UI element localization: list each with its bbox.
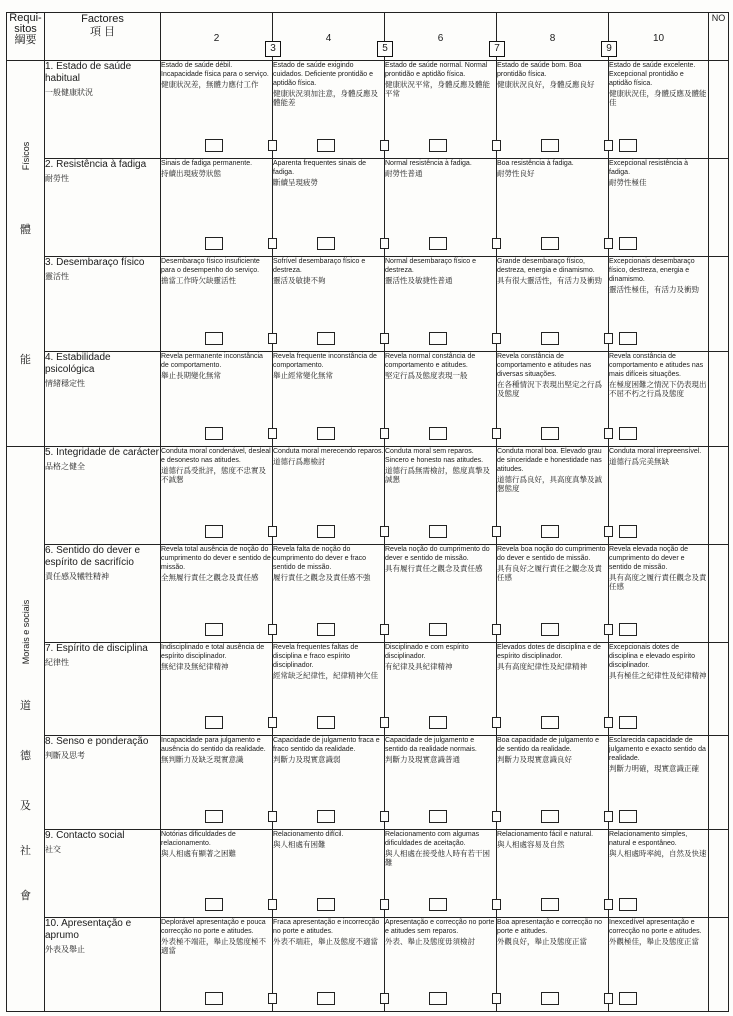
level-description-cn: 舉止長期變化無常 — [161, 370, 221, 380]
level-description-cell — [385, 830, 497, 918]
level-description-cn: 持續出現疲勞狀態 — [161, 168, 221, 178]
level-description-cell — [497, 61, 609, 159]
level-description-pt: Estado de saúde exigindo cuidados. Deficiente prontidão e aptidão física. — [273, 62, 374, 87]
level-description-pt: Conduta moral condenável, desleal e desonesto nas atitudes. — [161, 447, 271, 464]
level-description-cell — [273, 642, 385, 735]
score-checkbox[interactable] — [619, 332, 637, 345]
score-checkbox[interactable] — [317, 427, 335, 440]
level-description-cell — [609, 642, 709, 735]
level-description-cn: 外表不端莊，舉止及態度不適當 — [273, 937, 378, 947]
level-description-cn: 道德行爲良好，具高度真摯及誠懇態度 — [497, 474, 602, 493]
level-description-pt: Revela permanente inconstância de comportamento. — [161, 352, 263, 369]
level-description-cell — [385, 61, 497, 159]
score-checkbox[interactable] — [205, 716, 223, 729]
score-checkbox[interactable] — [619, 525, 637, 538]
score-checkbox[interactable] — [205, 992, 223, 1005]
factor-name-cn: 情緒穩定性 — [45, 378, 85, 388]
level-description-cell — [385, 642, 497, 735]
level-description-pt: Boa apresentação e correcção no porte e atitudes. — [497, 919, 603, 936]
level-description-pt: Conduta moral irrepreensível. — [609, 447, 702, 455]
level-description-cn: 外表、舉止及態度毋須檢討 — [385, 937, 475, 947]
score-checkbox[interactable] — [541, 237, 559, 250]
level-description-cell — [609, 351, 709, 446]
score-checkbox[interactable] — [541, 623, 559, 636]
level-description-cn: 外觀良好，舉止及態度正當 — [497, 937, 587, 947]
level-description-cn: 舉止經常變化無常 — [273, 370, 333, 380]
level-description-pt: Revela noção do cumprimento do dever e sentido de missão. — [385, 545, 490, 562]
level-description-cell — [385, 446, 497, 544]
level-description-cn: 有紀律及具紀律精神 — [385, 661, 453, 671]
level-description-cn: 具有很大靈活性，有活力及衝勁 — [497, 275, 602, 285]
level-description-pt: Sinais de fadiga permanente. — [161, 159, 253, 167]
score-checkbox[interactable] — [205, 237, 223, 250]
column-10-header — [609, 13, 709, 61]
score-checkbox[interactable] — [317, 525, 335, 538]
group-morais-cn-char: 及 — [20, 799, 31, 812]
level-description-cell — [273, 544, 385, 642]
factor-name-cell — [45, 351, 161, 446]
score-checkbox[interactable] — [429, 810, 447, 823]
score-checkbox[interactable] — [205, 623, 223, 636]
score-checkbox[interactable] — [541, 898, 559, 911]
factor-name-cn: 一般健康狀況 — [45, 88, 93, 97]
factor-name-cell — [45, 256, 161, 351]
score-checkbox[interactable] — [541, 992, 559, 1005]
factor-row — [7, 61, 729, 159]
level-description-pt: Revela elevada noção de cumprimento do dever e sentido de missão. — [609, 545, 689, 571]
group-morais-cn-char: 德 — [20, 749, 31, 762]
level-description-pt: Excepcionais desembaraço físico, destreza, energia e dinamismo. — [609, 257, 695, 283]
score-checkbox[interactable] — [619, 237, 637, 250]
level-description-pt: Desembaraço físico insuficiente para o desempenho do serviço. — [161, 257, 260, 274]
level-description-cell — [497, 830, 609, 918]
score-checkbox[interactable] — [429, 427, 447, 440]
factor-name-cn: 紀律性 — [45, 657, 69, 667]
level-description-pt: Indisciplinado e total ausência de espírito disciplinador. — [161, 643, 265, 660]
factor-name-pt: 10. Apresentação e aprumo — [45, 918, 132, 942]
factor-name-cell — [45, 158, 161, 256]
score-checkbox[interactable] — [619, 623, 637, 636]
no-cell[interactable] — [709, 544, 729, 642]
column-9-box: 9 — [601, 41, 617, 57]
level-description-cell — [161, 544, 273, 642]
factor-name-pt: 1. Estado de saúde habitual — [45, 61, 132, 84]
level-description-cn: 道德行爲無需檢討，態度真摯及誠懇 — [385, 465, 490, 484]
level-description-cell — [385, 158, 497, 256]
level-description-cn: 具有極佳之紀律性及紀律精神 — [609, 670, 707, 680]
level-description-cn: 具有高度紀律性及紀律精神 — [497, 661, 587, 671]
level-description-pt: Relacionamento com algumas dificuldades de aceitação. — [385, 831, 480, 848]
level-description-cn: 無判斷力及缺乏現實意識 — [161, 754, 244, 764]
score-checkbox[interactable] — [317, 992, 335, 1005]
level-description-pt: Revela normal constância de comportamento e atitudes. — [385, 352, 476, 369]
level-description-cn: 健康狀況良好，身體反應良好 — [497, 80, 595, 89]
level-description-cell — [497, 642, 609, 735]
column-10-label: 10 — [652, 33, 665, 44]
factor-name-cn: 品格之健全 — [45, 461, 85, 471]
level-description-cell — [497, 158, 609, 256]
level-description-pt: Boa capacidade de julgamento e de sentido da realidade. — [497, 736, 599, 753]
factor-name-pt: 3. Desembaraço físico — [45, 256, 145, 268]
level-description-pt: Incapacidade para julgamento e ausência do sentido da realidade. — [161, 736, 266, 753]
factor-name-cn: 耐勞性 — [45, 173, 69, 183]
column-6-label: 6 — [437, 33, 444, 44]
level-description-cn: 耐勞性良好 — [497, 168, 535, 178]
level-description-cn: 在極度困難之情況下仍表現出不屈不朽之行爲及態度 — [609, 379, 707, 398]
level-description-cn: 耐勞性普通 — [385, 168, 423, 178]
level-description-pt: Normal resistência à fadiga. — [385, 159, 472, 167]
level-description-cn: 無紀律及無紀律精神 — [161, 661, 229, 671]
level-description-cell — [161, 158, 273, 256]
level-description-cn: 健康狀況佳，身體反應及體能佳 — [609, 89, 707, 107]
level-description-pt: Relacionamento fácil e natural. — [497, 831, 594, 839]
level-description-cn: 與人相處在接受他人時有若干困難 — [385, 849, 490, 868]
factor-row — [7, 446, 729, 544]
score-checkbox[interactable] — [205, 898, 223, 911]
score-checkbox[interactable] — [429, 992, 447, 1005]
level-description-pt: Normal desembaraço físico e destreza. — [385, 257, 477, 274]
level-description-pt: Revela frequentes faltas de disciplina e fraco espírito disciplinador. — [273, 643, 359, 669]
level-description-cell — [161, 61, 273, 159]
level-description-cell — [385, 735, 497, 830]
factor-row — [7, 918, 729, 1012]
factor-name-pt: 6. Sentido do dever e espírito de sacrifício — [45, 544, 141, 568]
level-description-pt: Estado de saúde débil. Incapacidade física para o serviço. — [161, 62, 269, 78]
factores-label: Factores — [81, 13, 124, 25]
column-6-7-header — [385, 13, 500, 61]
no-cell[interactable] — [709, 351, 729, 446]
score-checkbox[interactable] — [317, 716, 335, 729]
level-description-cell — [497, 735, 609, 830]
score-checkbox[interactable] — [541, 716, 559, 729]
level-description-cell — [385, 256, 497, 351]
group-morais-cn-char: 道 — [20, 699, 31, 712]
factor-name-pt: 7. Espírito de disciplina — [45, 642, 148, 654]
factor-name-cn: 社交 — [45, 845, 61, 855]
level-description-cn: 健康狀況平常，身體反應及體能平常 — [385, 80, 490, 98]
level-description-cell — [497, 446, 609, 544]
level-description-pt: Capacidade de julgamento e sentido da realidade normais. — [385, 736, 477, 753]
factor-row — [7, 256, 729, 351]
level-description-pt: Deplorável apresentação e pouca correcção no porte e atitudes. — [161, 919, 266, 936]
level-description-cn: 靈活性及敏捷性普通 — [385, 275, 453, 285]
level-description-cell — [385, 544, 497, 642]
level-description-pt: Relacionamento difícil. — [273, 831, 344, 839]
level-description-cell — [273, 735, 385, 830]
level-description-cn: 健康狀況須加注意，身體反應及體能差 — [273, 89, 378, 107]
level-description-cell — [161, 918, 273, 1012]
score-checkbox[interactable] — [619, 139, 637, 152]
factor-name-cell — [45, 544, 161, 642]
level-description-pt: Revela boa noção do cumprimento do dever e sentido de missão. — [497, 545, 606, 562]
factor-name-cell — [45, 642, 161, 735]
factor-row — [7, 158, 729, 256]
level-description-cn: 具有履行責任之觀念及責任感 — [385, 563, 483, 573]
level-description-cell — [273, 830, 385, 918]
level-description-cell — [161, 830, 273, 918]
score-checkbox[interactable] — [205, 810, 223, 823]
level-description-pt: Estado de saúde excelente. Excepcional prontidão e aptidão física. — [609, 62, 696, 87]
level-description-cell — [497, 544, 609, 642]
score-checkbox[interactable] — [205, 525, 223, 538]
group-fisicos-cn-2: 能 — [20, 354, 31, 366]
no-cell[interactable] — [709, 256, 729, 351]
score-checkbox[interactable] — [429, 623, 447, 636]
level-description-pt: Elevados dotes de disciplina e de espírito disciplinador. — [497, 643, 601, 660]
factor-name-pt: 2. Resistência à fadiga — [45, 158, 147, 170]
level-description-cell — [497, 256, 609, 351]
factor-name-cn: 靈活性 — [45, 271, 69, 281]
level-description-pt: Inexcedível apresentação e correcção no porte e atitudes. — [609, 919, 702, 936]
level-description-pt: Excepcional resistência à fadiga. — [609, 159, 688, 176]
group-fisicos-cn-1: 體 — [20, 224, 31, 236]
column-8-label: 8 — [549, 33, 556, 44]
level-description-pt: Revela constância de comportamento e atitudes nas mais difíceis situações. — [609, 352, 704, 378]
column-7-box: 7 — [489, 41, 505, 57]
level-description-cell — [161, 256, 273, 351]
score-checkbox[interactable] — [541, 427, 559, 440]
score-checkbox[interactable] — [429, 332, 447, 345]
level-description-cn: 與人相處容易及自然 — [497, 840, 565, 850]
level-description-pt: Revela constância de comportamento e atitudes nas diversas situações. — [497, 352, 592, 378]
level-description-pt: Relacionamento simples, natural e espontâneo. — [609, 831, 688, 848]
factor-name-cell — [45, 446, 161, 544]
no-cell[interactable] — [709, 918, 729, 1012]
level-description-pt: Esclarecida capacidade de julgamento e exacto sentido da realidade. — [609, 736, 706, 762]
group-morais-cn-char: 會 — [20, 889, 31, 902]
level-description-cell — [161, 446, 273, 544]
level-description-pt: Revela total ausência de noção do cumprimento do dever e sentido de missão. — [161, 545, 271, 571]
level-description-cn: 與人相處時率純，自然及快速 — [609, 849, 707, 859]
level-description-pt: Grande desembaraço físico, destreza, energia e dinamismo. — [497, 257, 595, 274]
factor-row — [7, 735, 729, 830]
score-checkbox[interactable] — [619, 992, 637, 1005]
group-fisicos — [7, 61, 45, 447]
factor-row — [7, 351, 729, 446]
level-description-cn: 靈活性極佳，有活力及衝勁 — [609, 284, 699, 294]
level-description-cell — [273, 446, 385, 544]
score-checkbox[interactable] — [429, 525, 447, 538]
group-fisicos-label: Físicos — [20, 141, 31, 171]
no-cell[interactable] — [709, 61, 729, 159]
level-description-cn: 全無履行責任之觀念及責任感 — [161, 572, 259, 582]
factor-row — [7, 830, 729, 918]
factor-name-cn: 責任感及犧牲精神 — [45, 571, 109, 581]
level-description-cn: 與人相處有困難 — [273, 840, 326, 850]
level-description-cell — [161, 735, 273, 830]
level-description-pt: Notórias dificuldades de relacionamento. — [161, 831, 236, 848]
level-description-cell — [609, 446, 709, 544]
level-description-cell — [161, 642, 273, 735]
level-description-cell — [273, 158, 385, 256]
requisitos-header — [7, 13, 45, 61]
level-description-cell — [609, 158, 709, 256]
score-checkbox[interactable] — [317, 898, 335, 911]
level-description-pt: Capacidade de julgamento fraca e fraco sentido da realidade. — [273, 736, 380, 753]
level-description-cell — [497, 351, 609, 446]
level-description-cn: 在各種情況下表現出堅定之行爲及態度 — [497, 379, 602, 398]
factor-name-cell — [45, 830, 161, 918]
column-3-box: 3 — [265, 41, 281, 57]
score-checkbox[interactable] — [619, 427, 637, 440]
score-checkbox[interactable] — [429, 898, 447, 911]
factor-name-cell — [45, 735, 161, 830]
level-description-cell — [609, 61, 709, 159]
factor-name-cell — [45, 61, 161, 159]
level-description-cell — [385, 351, 497, 446]
level-description-pt: Conduta moral merecendo reparos. — [273, 447, 384, 455]
score-checkbox[interactable] — [429, 237, 447, 250]
level-description-cn: 經常缺乏紀律性，紀律精神欠佳 — [273, 670, 378, 680]
score-checkbox[interactable] — [205, 139, 223, 152]
score-checkbox[interactable] — [619, 716, 637, 729]
level-description-cn: 判斷力及現實意識弱 — [273, 754, 341, 764]
level-description-cn: 與人相處有顯著之困難 — [161, 849, 236, 859]
level-description-cell — [273, 918, 385, 1012]
level-description-cell — [273, 61, 385, 159]
level-description-pt: Estado de saúde bom. Boa prontidão física. — [497, 62, 582, 78]
level-description-cn: 靈活及敏捷不夠 — [273, 275, 326, 285]
level-description-cn: 擔當工作時欠缺靈活性 — [161, 275, 236, 285]
level-description-cell — [609, 918, 709, 1012]
score-checkbox[interactable] — [541, 810, 559, 823]
level-description-pt: Revela falta de noção do cumprimento do dever e fraco sentido de missão. — [273, 545, 366, 571]
column-8-9-header — [497, 13, 612, 61]
no-cell[interactable] — [709, 158, 729, 256]
column-5-box: 5 — [377, 41, 393, 57]
level-description-pt: Apresentação e correcção no porte e atitudes sem reparos. — [385, 919, 495, 936]
score-checkbox[interactable] — [619, 810, 637, 823]
factores-header — [45, 13, 161, 61]
level-description-cell — [609, 830, 709, 918]
factor-name-cn: 外表及舉止 — [45, 945, 85, 955]
level-description-pt: Estado de saúde normal. Normal prontidão e aptidão física. — [385, 62, 488, 78]
score-checkbox[interactable] — [317, 810, 335, 823]
level-description-cn: 堅定行爲及態度表現一般 — [385, 370, 468, 380]
level-description-cn: 判斷力及現實意識良好 — [497, 754, 572, 764]
level-description-cell — [273, 351, 385, 446]
factor-name-cn: 判斷及思考 — [45, 750, 85, 760]
factor-name-pt: 9. Contacto social — [45, 830, 125, 842]
level-description-cn: 道德行爲受批評，態度不忠實及不誠懇 — [161, 465, 266, 484]
level-description-cell — [161, 351, 273, 446]
level-description-cn: 具有高度之履行責任觀念及責任感 — [609, 572, 707, 591]
factor-name-pt: 4. Estabilidade psicológica — [45, 351, 111, 375]
column-4-label: 4 — [325, 33, 332, 44]
level-description-pt: Boa resistência à fadiga. — [497, 159, 574, 167]
level-description-cn: 判斷力明確，現實意識正確 — [609, 763, 699, 773]
group-morais-label: Morais e sociais — [20, 599, 31, 665]
requisitos-cn-label: 綱要 — [14, 34, 37, 46]
level-description-pt: Excepcionais dotes de disciplina e elevado espírito disciplinador. — [609, 643, 695, 669]
level-description-cell — [497, 918, 609, 1012]
score-checkbox[interactable] — [619, 898, 637, 911]
level-description-cn: 道德行爲應檢討 — [273, 456, 326, 466]
score-checkbox[interactable] — [317, 623, 335, 636]
level-description-cn: 健康狀況差，無體力應付工作 — [161, 80, 259, 89]
level-description-cell — [385, 918, 497, 1012]
level-description-pt: Aparenta frequentes sinais de fadiga. — [273, 159, 367, 176]
factor-name-cell — [45, 918, 161, 1012]
factor-row — [7, 544, 729, 642]
column-2-label: 2 — [213, 33, 220, 44]
requisitos-label: Requi-sitos — [9, 12, 42, 35]
level-description-cn: 斷續呈現疲勞 — [273, 177, 318, 187]
level-description-cn: 耐勞性極佳 — [609, 177, 647, 187]
level-description-pt: Disciplinado e com espírito disciplinador. — [385, 643, 469, 660]
level-description-cell — [609, 256, 709, 351]
evaluation-form-table — [6, 12, 729, 1012]
level-description-pt: Conduta moral sem reparos. Sincero e honesto nas atitudes. — [385, 447, 484, 464]
level-description-cn: 道德行爲完美無缺 — [609, 456, 669, 466]
factores-cn-label: 項 目 — [89, 26, 116, 38]
score-checkbox[interactable] — [205, 332, 223, 345]
group-morais-cn-char: 社 — [20, 844, 31, 857]
level-description-cn: 履行責任之觀念及責任感不強 — [273, 572, 371, 582]
score-checkbox[interactable] — [205, 427, 223, 440]
score-checkbox[interactable] — [429, 716, 447, 729]
level-description-cn: 判斷力及現實意識普通 — [385, 754, 460, 764]
no-cell[interactable] — [709, 735, 729, 830]
column-no-header: NO — [709, 13, 729, 61]
score-checkbox[interactable] — [317, 139, 335, 152]
score-checkbox[interactable] — [541, 332, 559, 345]
level-description-cell — [609, 544, 709, 642]
factor-row — [7, 642, 729, 735]
no-cell[interactable] — [709, 642, 729, 735]
score-checkbox[interactable] — [429, 139, 447, 152]
level-description-cell — [273, 256, 385, 351]
score-checkbox[interactable] — [541, 525, 559, 538]
score-checkbox[interactable] — [317, 237, 335, 250]
score-checkbox[interactable] — [541, 139, 559, 152]
level-description-cn: 外觀極佳，舉止及態度正當 — [609, 937, 699, 947]
group-morais-sociais — [7, 446, 45, 1011]
level-description-pt: Conduta moral boa. Elevado grau de sinceridade e honestidade nas atitudes. — [497, 447, 602, 473]
level-description-cn: 外表極不端莊，舉止及態度極不適當 — [161, 937, 266, 956]
score-checkbox[interactable] — [317, 332, 335, 345]
level-description-pt: Fraca apresentação e incorrecção no porte e atitudes. — [273, 919, 380, 936]
level-description-cell — [609, 735, 709, 830]
factor-name-pt: 5. Integridade de carácter — [45, 446, 159, 458]
no-cell[interactable] — [709, 446, 729, 544]
level-description-pt: Revela frequente inconstância de comportamento. — [273, 352, 377, 369]
level-description-cn: 具有良好之履行責任之觀念及責任感 — [497, 563, 602, 582]
level-description-pt: Sofrível desembaraço físico e destreza. — [273, 257, 366, 274]
factor-name-pt: 8. Senso e ponderação — [45, 735, 149, 747]
column-2-3-header — [161, 13, 276, 61]
no-cell[interactable] — [709, 830, 729, 918]
column-4-5-header — [273, 13, 388, 61]
